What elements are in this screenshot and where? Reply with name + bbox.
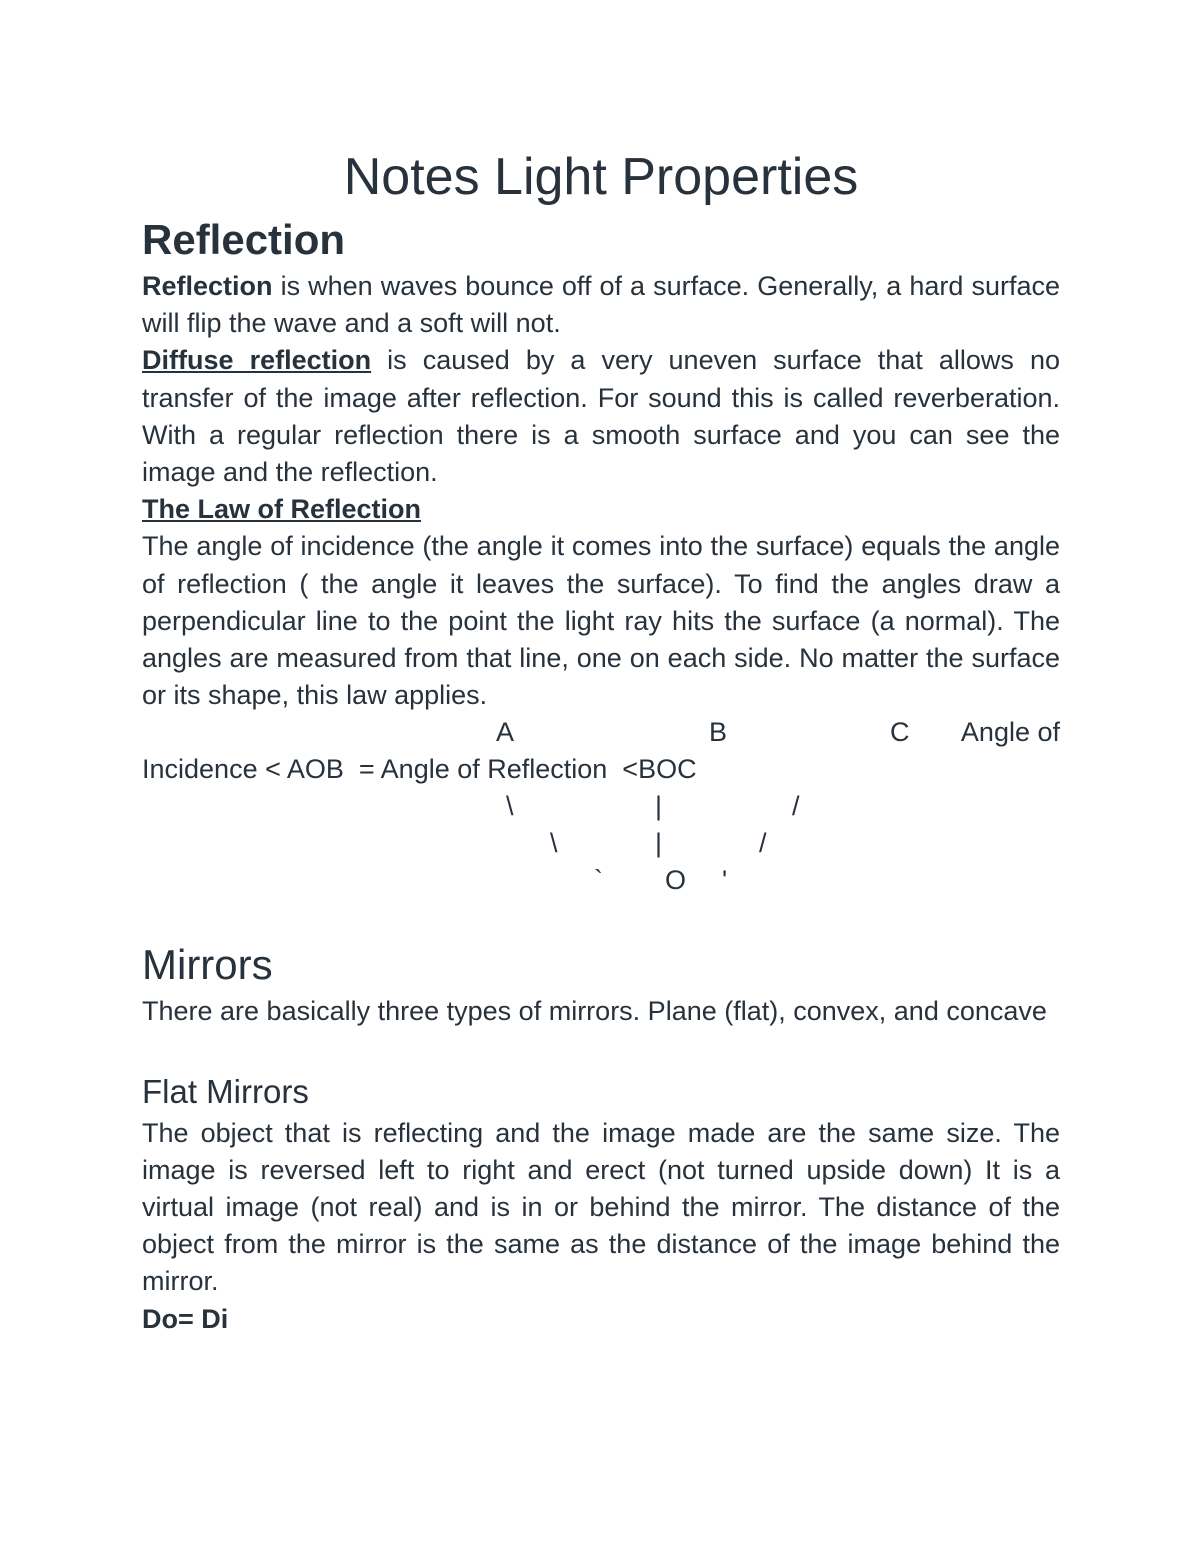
diagram-incident-ray-foot: `: [594, 865, 603, 896]
mirrors-heading: Mirrors: [142, 941, 273, 989]
diagram-normal-line-lower: |: [655, 828, 663, 859]
flat-mirror-formula-line: [142, 1301, 1060, 1338]
flat-mirrors-paragraph: The object that is reflecting and the image made are the same size. The image is reversed left to right and erect (not turned upside down) It is a virtual image (not real) and is in or behind the mirror. The distance of the object from the mirror is the same as the distance of the image behind the mirror.: [142, 1117, 1060, 1297]
diagram-reflected-ray-foot: ': [722, 865, 728, 896]
page-title: Notes Light Properties: [343, 148, 859, 206]
diagram-incident-ray-upper: \: [506, 791, 514, 822]
diagram-reflected-ray-lower: /: [759, 828, 767, 859]
diagram-angle-of-text: Angle of: [960, 717, 1060, 748]
diagram-point-o: O: [665, 865, 687, 896]
flat-mirror-formula: Do= Di: [142, 1303, 229, 1334]
diagram-caption: Incidence < AOB = Angle of Reflection <BOC: [142, 754, 697, 785]
diffuse-reflection-term: Diffuse reflection: [142, 345, 372, 376]
flat-mirrors-heading: Flat Mirrors: [142, 1072, 309, 1110]
diagram-reflected-ray-upper: /: [792, 791, 800, 822]
reflection-term: Reflection: [142, 271, 273, 301]
diffuse-reflection-definition: is caused by a very uneven surface that allows no transfer of the image after reflection. For sound this is called reverberation. With a regular reflection there is a smooth surface and you can see the image and the reflection.: [142, 345, 1060, 488]
document-page: [142, 142, 1060, 1338]
diagram-incident-ray-lower: \: [550, 828, 558, 859]
law-of-reflection-heading-line: [142, 491, 1060, 528]
law-of-reflection-paragraph: The angle of incidence (the angle it comes into the surface) equals the angle of reflection ( the angle it leaves the surface). To find the angles draw a perpendicular line to the point the light ray hits the surface (a normal). The angles are measured from that line, one on each side. No matter the surface or its shape, this law applies.: [142, 531, 1060, 711]
reflection-definition: is when waves bounce off of a surface. Generally, a hard surface will flip the wave and a soft will not.: [142, 271, 1060, 339]
diagram-normal-line-upper: |: [655, 791, 663, 822]
reflection-heading: Reflection: [142, 216, 346, 263]
reflection-paragraph: [142, 268, 1060, 342]
diagram-label-c: C: [890, 717, 910, 748]
law-of-reflection-heading: The Law of Reflection: [142, 494, 422, 525]
reflection-angle-diagram: [142, 714, 1060, 937]
diagram-label-a: A: [496, 717, 515, 748]
diffuse-reflection-paragraph: [142, 342, 1060, 491]
diagram-label-b: B: [709, 717, 728, 748]
mirrors-paragraph: There are basically three types of mirrors. Plane (flat), convex, and concave: [142, 996, 1047, 1027]
section-spacer: [142, 1031, 1060, 1069]
